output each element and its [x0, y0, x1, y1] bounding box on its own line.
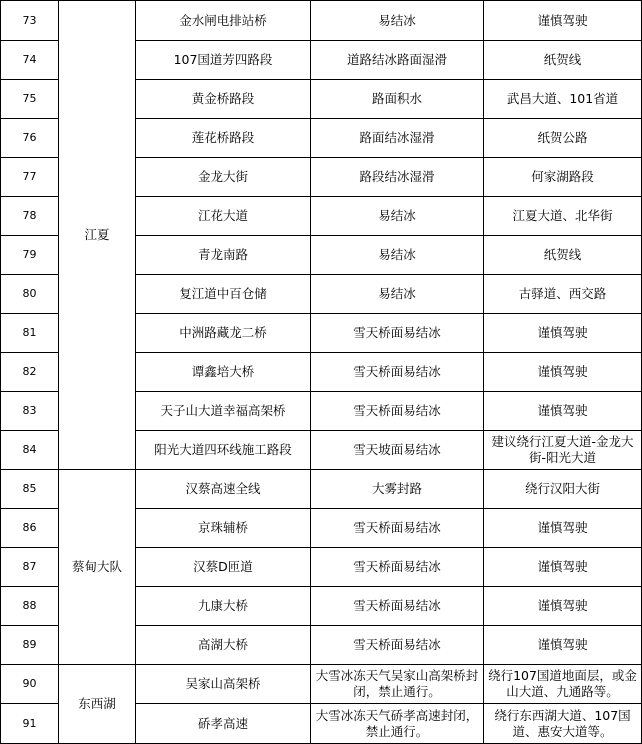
table-row — [1, 665, 642, 704]
advice-cell: 谨慎驾驶 — [484, 353, 642, 392]
district-cell: 东西湖 — [59, 665, 136, 744]
row-number-cell: 81 — [1, 314, 59, 353]
row-number-cell: 76 — [1, 119, 59, 158]
advice-cell: 谨慎驾驶 — [484, 392, 642, 431]
condition-cell: 雪天桥面易结冰 — [311, 548, 484, 587]
row-number-cell: 74 — [1, 41, 59, 80]
condition-cell: 易结冰 — [311, 236, 484, 275]
row-number-cell: 82 — [1, 353, 59, 392]
road-section-cell: 复江道中百仓储 — [136, 275, 311, 314]
advice-cell: 纸贺公路 — [484, 119, 642, 158]
condition-cell: 易结冰 — [311, 1, 484, 41]
road-section-cell: 黄金桥路段 — [136, 80, 311, 119]
road-section-cell: 高湖大桥 — [136, 626, 311, 665]
road-section-cell: 天子山大道幸福高架桥 — [136, 392, 311, 431]
road-section-cell: 107国道芳四路段 — [136, 41, 311, 80]
row-number-cell: 83 — [1, 392, 59, 431]
row-number-cell: 80 — [1, 275, 59, 314]
condition-cell: 大雪冰冻天气吴家山高架桥封闭，禁止通行。 — [311, 665, 484, 704]
condition-cell: 路面结冰湿滑 — [311, 119, 484, 158]
row-number-cell: 84 — [1, 431, 59, 470]
road-section-cell: 青龙南路 — [136, 236, 311, 275]
district-cell: 蔡甸大队 — [59, 470, 136, 665]
advice-cell: 谨慎驾驶 — [484, 509, 642, 548]
condition-cell: 路段结冰湿滑 — [311, 158, 484, 197]
condition-cell: 易结冰 — [311, 197, 484, 236]
road-section-cell: 金龙大街 — [136, 158, 311, 197]
row-number-cell: 91 — [1, 704, 59, 744]
condition-cell: 大雾封路 — [311, 470, 484, 509]
condition-cell: 雪天桥面易结冰 — [311, 509, 484, 548]
road-section-cell: 莲花桥路段 — [136, 119, 311, 158]
road-section-cell: 阳光大道四环线施工路段 — [136, 431, 311, 470]
table-row — [1, 470, 642, 509]
row-number-cell: 88 — [1, 587, 59, 626]
row-number-cell: 86 — [1, 509, 59, 548]
row-number-cell: 78 — [1, 197, 59, 236]
row-number-cell: 87 — [1, 548, 59, 587]
advice-cell: 建议绕行江夏大道-金龙大街-阳光大道 — [484, 431, 642, 470]
advice-cell: 纸贺线 — [484, 236, 642, 275]
row-number-cell: 73 — [1, 1, 59, 41]
condition-cell: 雪天桥面易结冰 — [311, 353, 484, 392]
advice-cell: 纸贺线 — [484, 41, 642, 80]
road-section-cell: 九康大桥 — [136, 587, 311, 626]
row-number-cell: 90 — [1, 665, 59, 704]
condition-cell: 易结冰 — [311, 275, 484, 314]
advice-cell: 谨慎驾驶 — [484, 548, 642, 587]
road-section-cell: 中洲路藏龙二桥 — [136, 314, 311, 353]
row-number-cell: 77 — [1, 158, 59, 197]
advice-cell: 绕行东西湖大道、107国道、惠安大道等。 — [484, 704, 642, 744]
condition-cell: 道路结冰路面湿滑 — [311, 41, 484, 80]
road-section-cell: 京珠辅桥 — [136, 509, 311, 548]
condition-cell: 雪天桥面易结冰 — [311, 314, 484, 353]
condition-cell: 雪天坡面易结冰 — [311, 431, 484, 470]
row-number-cell: 75 — [1, 80, 59, 119]
advice-cell: 谨慎驾驶 — [484, 626, 642, 665]
row-number-cell: 85 — [1, 470, 59, 509]
row-number-cell: 79 — [1, 236, 59, 275]
condition-cell: 雪天桥面易结冰 — [311, 626, 484, 665]
advice-cell: 武昌大道、101省道 — [484, 80, 642, 119]
road-section-cell: 江花大道 — [136, 197, 311, 236]
table-row — [1, 1, 642, 41]
road-section-cell: 谭鑫培大桥 — [136, 353, 311, 392]
road-section-cell: 汉蔡D匝道 — [136, 548, 311, 587]
advice-cell: 江夏大道、北华街 — [484, 197, 642, 236]
advice-cell: 何家湖路段 — [484, 158, 642, 197]
road-section-cell: 吴家山高架桥 — [136, 665, 311, 704]
road-section-cell: 硚孝高速 — [136, 704, 311, 744]
condition-cell: 大雪冰冻天气硚孝高速封闭，禁止通行。 — [311, 704, 484, 744]
road-section-cell: 金水闸电排站桥 — [136, 1, 311, 41]
condition-cell: 雪天桥面易结冰 — [311, 392, 484, 431]
advice-cell: 绕行107国道地面层，或金山大道、九通路等。 — [484, 665, 642, 704]
district-cell: 江夏 — [59, 1, 136, 470]
advice-cell: 古驿道、西交路 — [484, 275, 642, 314]
advice-cell: 谨慎驾驶 — [484, 587, 642, 626]
road-section-cell: 汉蔡高速全线 — [136, 470, 311, 509]
row-number-cell: 89 — [1, 626, 59, 665]
condition-cell: 雪天桥面易结冰 — [311, 587, 484, 626]
advice-cell: 谨慎驾驶 — [484, 314, 642, 353]
advice-cell: 谨慎驾驶 — [484, 1, 642, 41]
condition-cell: 路面积水 — [311, 80, 484, 119]
advice-cell: 绕行汉阳大街 — [484, 470, 642, 509]
